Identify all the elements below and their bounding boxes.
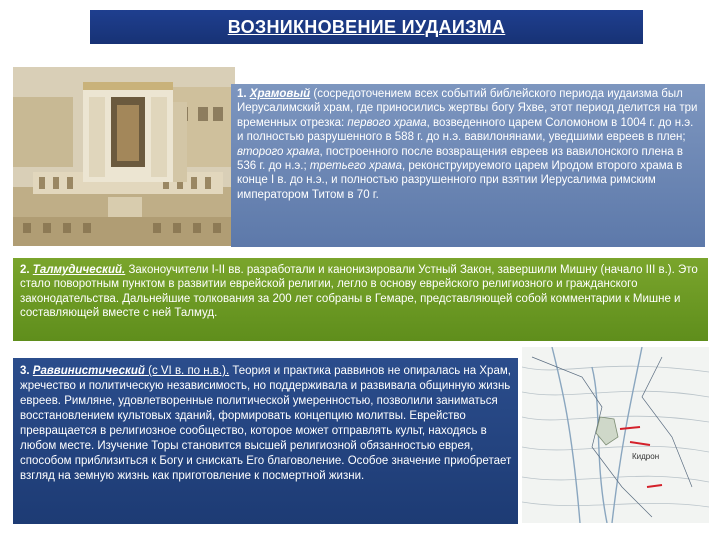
temple-period-heading: Храмовый xyxy=(249,88,311,100)
panel-number: 3. xyxy=(20,365,30,377)
rabbinic-period-panel xyxy=(13,358,518,524)
slide-title-bar xyxy=(90,10,643,44)
jerusalem-map xyxy=(522,347,709,523)
text-fragment: , построенного после возвращения евреев из вавилонского плена в 536 г. до н.э.; xyxy=(237,145,683,173)
text-fragment: , реконструируемого царем Иродом второго храма в конце I в. до н.э., и полностью разрушенного при взятии Иерусалима римским императором Титом в 70 г. xyxy=(237,160,683,201)
map-label: Кидрон xyxy=(632,452,660,461)
text-fragment: (сосредоточением всех событий библейского периода иудаизма был Иерусалимский храм, где приносились жертвы богу Яхве, этот период делится на три временных отрезка: xyxy=(237,88,698,129)
second-temple-term: второго храма xyxy=(237,145,320,158)
temple-model-illustration xyxy=(13,67,235,246)
text-fragment: Теория и практика раввинов не опиралась на Храм, жречество и политическую независимость, но поддерживала и развивала общинную жизнь евреев. Римляне, удовлетворенные политической умеренностью, позволили заниматься восстановлением культовых зданий, формировать концепцию молитвы. Еврейство превращается в религиозное сообщество, которое может отправлять культ, находясь в любом месте. Изучение Торы становится высшей религиозной обязанностью еврея, способом приблизиться к Богу и снискать Его благоволение. Особое значение приобретает взгляд на земную жизнь как приготовление к посмертной жизни. xyxy=(20,365,512,482)
map-illustration xyxy=(522,347,709,523)
temple-period-panel xyxy=(231,84,705,247)
slide-title: ВОЗНИКНОВЕНИЕ ИУДАИЗМА xyxy=(227,16,506,37)
panel-number: 2. xyxy=(20,264,30,276)
third-temple-term: третьего храма xyxy=(309,160,402,173)
temple-period-text xyxy=(237,87,699,202)
panel-number: 1. xyxy=(237,88,247,100)
text-fragment: Законоучители I-II вв. разработали и канонизировали Устный Закон, завершили Мишну (начало III в.). Это стало поворотным пунктом в развитии еврейской религии, легло в основу еврейского религиозного и гражданского законодательства. Дальнейшие толкования за 200 лет собраны в Гемаре, представляющей собой комментарии к Мишне и составляющей вместе с ней Талмуд. xyxy=(20,264,698,320)
temple-model-photo xyxy=(13,67,235,246)
rabbinic-period-dates: (с VI в. по н.в.). xyxy=(144,365,230,377)
talmudic-period-panel xyxy=(13,258,708,341)
rabbinic-period-heading: Раввинистический xyxy=(32,365,145,377)
talmudic-period-text xyxy=(20,263,702,321)
talmudic-period-heading: Талмудический. xyxy=(32,264,126,276)
text-fragment: , возведенного царем Соломоном в 1004 г. до н.э. и полностью разрушенного в 588 г. до н.э. вавилонянами, уведшими евреев в плен; xyxy=(237,116,694,144)
first-temple-term: первого храма xyxy=(347,116,427,129)
rabbinic-period-text xyxy=(20,364,512,484)
